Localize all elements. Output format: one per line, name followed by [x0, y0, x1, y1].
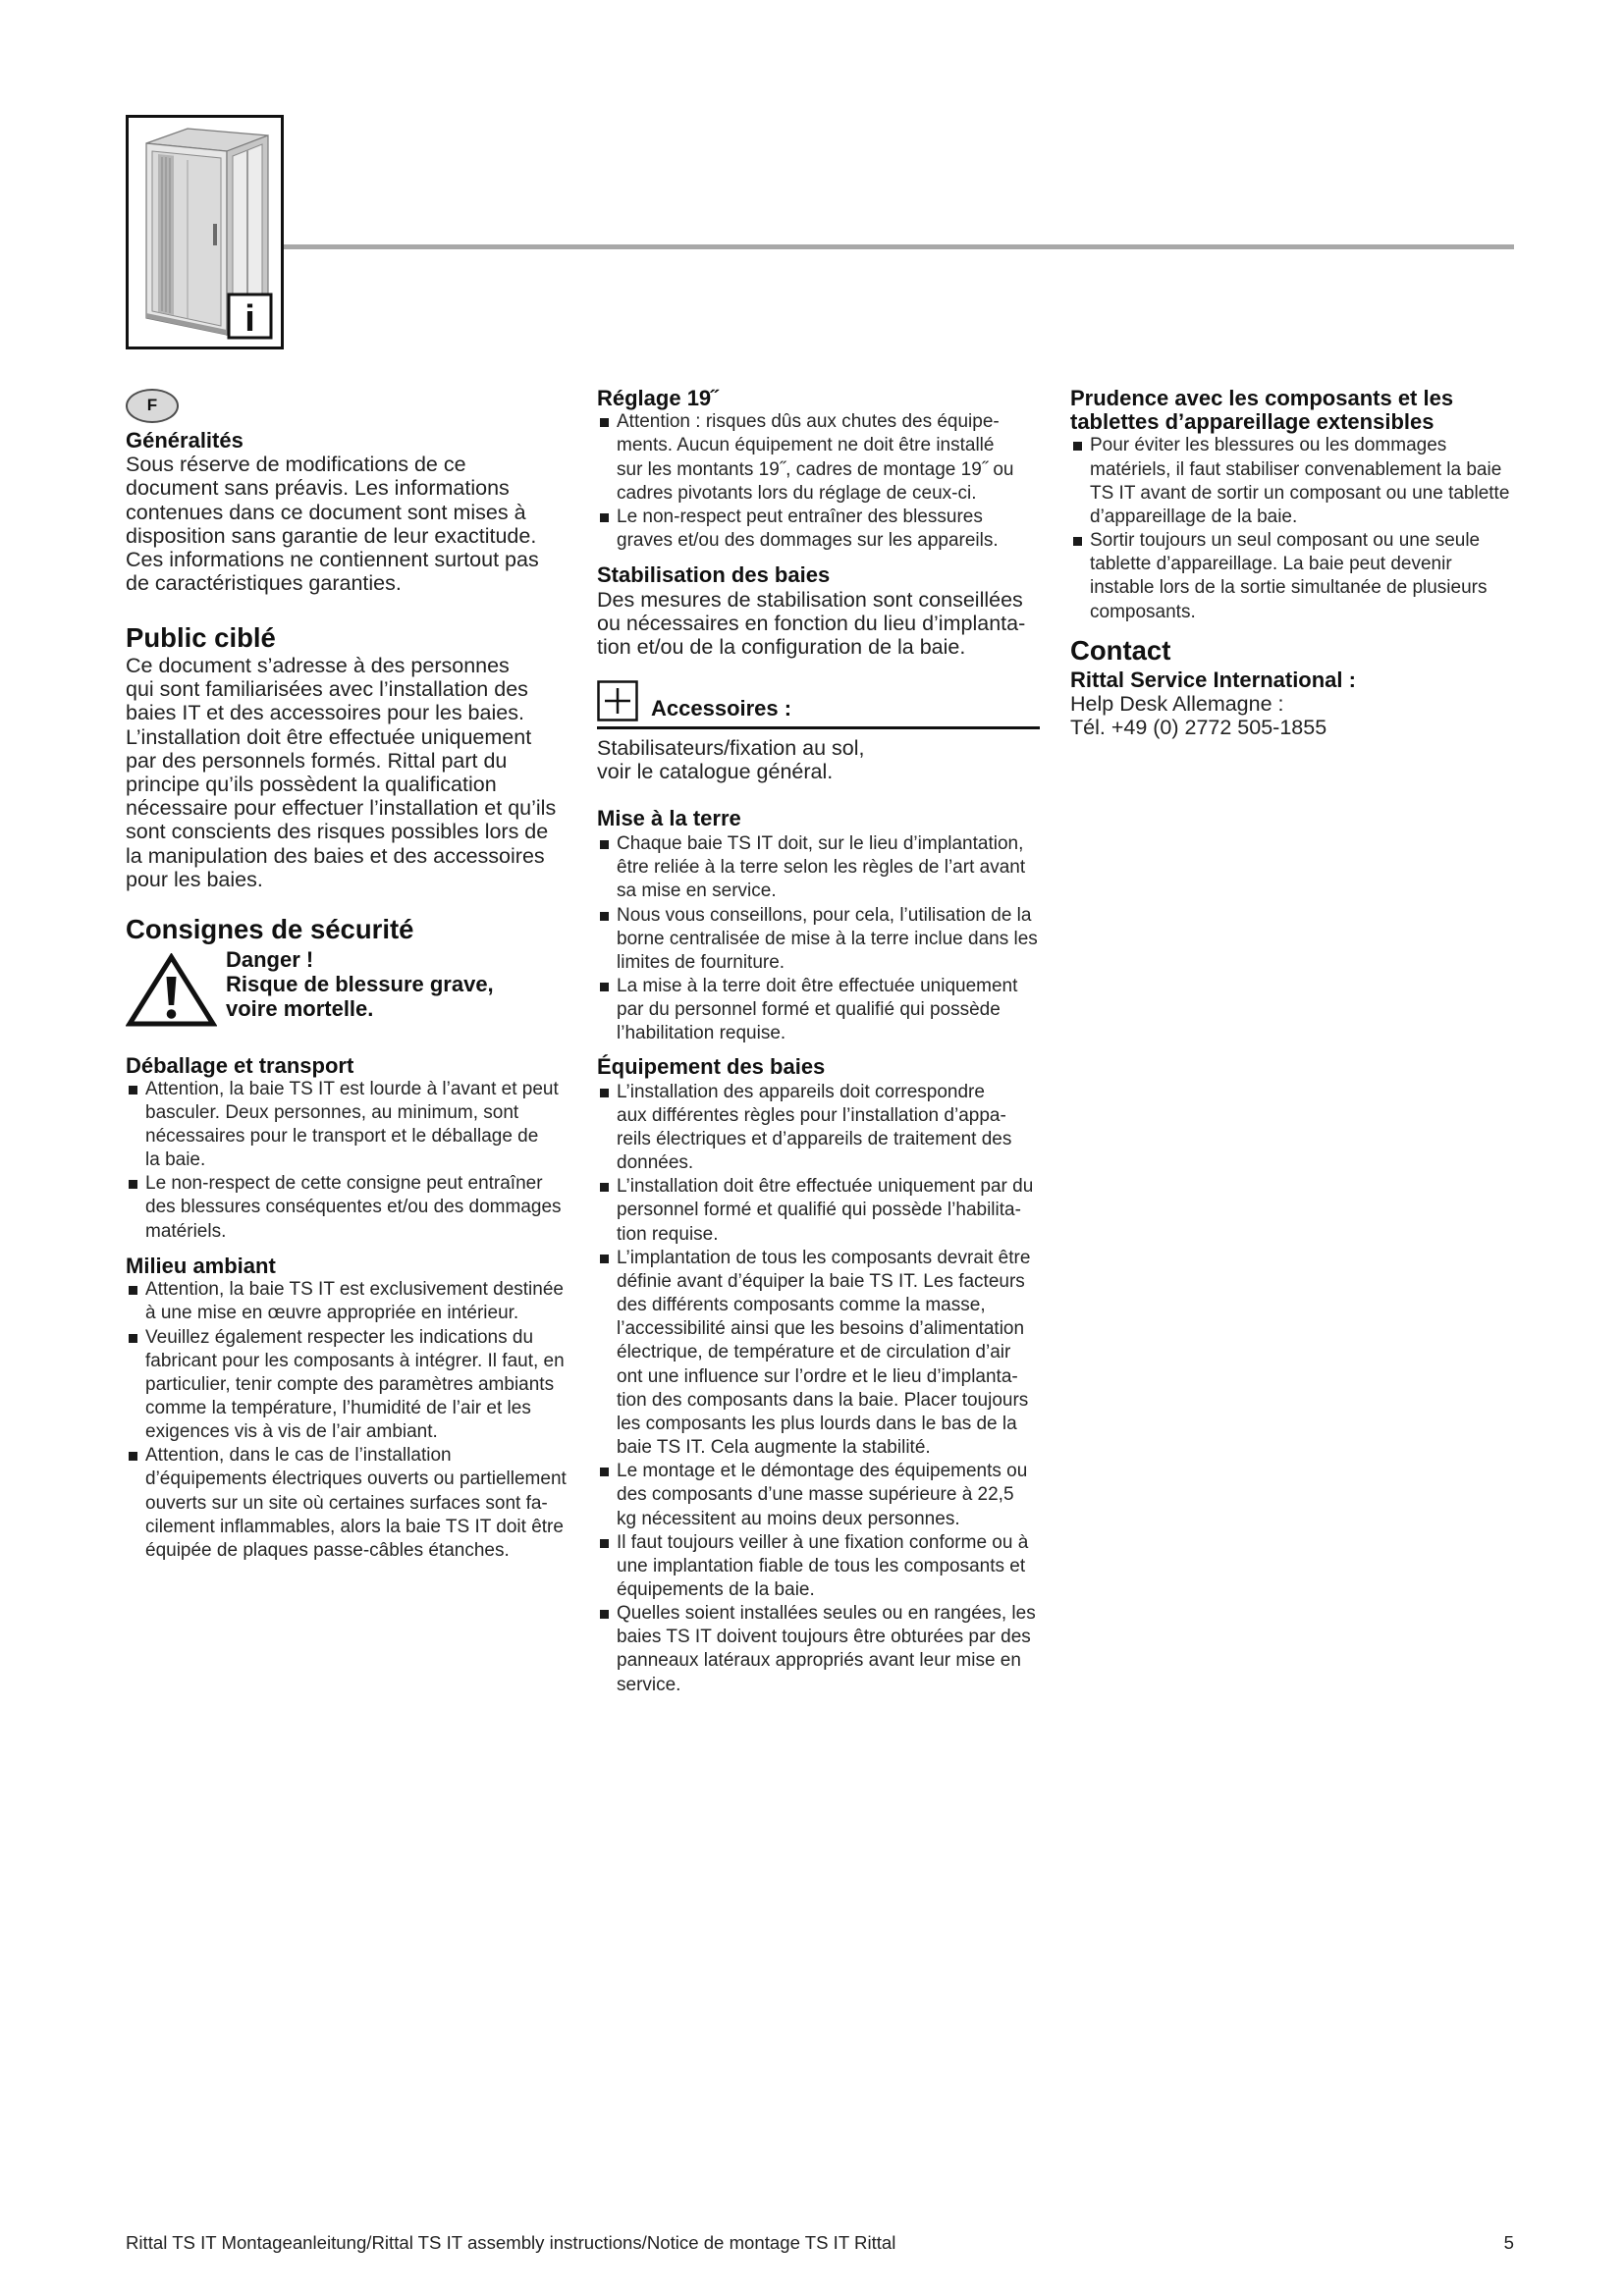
list-item: Le non-respect de cette consigne peut entraîner des blessures conséquentes et/ou des dommages matériels.	[126, 1172, 562, 1243]
deballage-title: Déballage et transport	[126, 1052, 354, 1078]
stabilisation-title: Stabilisation des baies	[597, 562, 831, 588]
list-item: Attention, la baie TS IT est lourde à l’avant et peut basculer. Deux personnes, au minimum, sont nécessaires pour le transport et le déballage de la baie.	[126, 1078, 562, 1173]
section-generalites	[126, 429, 562, 595]
mise-terre-title: Mise à la terre	[597, 806, 741, 831]
list-item: Attention, dans le cas de l’installation d’équipements électriques ouverts ou partiellement ouverts sur un site où certaines surfaces sont fa- cilement inflammables, alors la baie TS IT doit être équipée de plaques passe-câbles étanches.	[126, 1444, 562, 1563]
info-icon	[229, 294, 271, 340]
accessoires-title: Accessoires :	[651, 695, 792, 721]
list-item: La mise à la terre doit être effectuée uniquement par du personnel formé et qualifié qui possède l’habilitation requise.	[597, 975, 1040, 1045]
section-contact	[1070, 635, 1514, 740]
mise-terre-list	[597, 832, 1040, 1045]
list-item: L’installation des appareils doit correspondre aux différentes règles pour l’installation d’appa- reils électriques et d’appareils de traitement des données.	[597, 1081, 1040, 1176]
page-number: 5	[1503, 2232, 1514, 2253]
list-item: Veuillez également respecter les indications du fabricant pour les composants à intégrer. Il faut, en particulier, tenir compte des paramètres ambiants comme la température, l’humidité de l’air et les exigences vis à vis de l’air ambiant.	[126, 1326, 562, 1445]
equipement-list	[597, 1081, 1040, 1697]
danger-warning	[226, 947, 494, 1021]
prudence-title: Prudence avec les composants et les tablettes d’appareillage extensibles	[1070, 386, 1454, 435]
rack-drawing	[129, 118, 281, 347]
public-cible-heading: Public ciblé	[126, 622, 276, 653]
section-accessoires	[597, 736, 1040, 783]
language-badge: F	[126, 389, 179, 423]
contact-company: Rittal Service International :	[1070, 667, 1356, 692]
section-prudence	[1070, 387, 1514, 624]
list-item: Le non-respect peut entraîner des blessures graves et/ou des dommages sur les appareils.	[597, 506, 1040, 553]
section-deballage-transport	[126, 1054, 562, 1244]
reglage-title: Réglage 19˝	[597, 386, 719, 410]
list-item: Sortir toujours un seul composant ou une seule tablette d’appareillage. La baie peut devenir instable lors de la sortie simultanée de plusieurs composants.	[1070, 529, 1514, 624]
list-item: Le montage et le démontage des équipements ou des composants d’une masse supérieure à 22,5 kg nécessitent au moins deux personnes.	[597, 1460, 1040, 1530]
reglage-list	[597, 410, 1040, 553]
prudence-list	[1070, 434, 1514, 623]
section-stabilisation	[597, 563, 1040, 659]
section-mise-a-la-terre	[597, 807, 1040, 1045]
list-item: Attention, la baie TS IT est exclusivement destinée à une mise en œuvre appropriée en intérieur.	[126, 1278, 562, 1325]
list-item: Il faut toujours veiller à une fixation conforme ou à une implantation fiable de tous les composants et équipements de la baie.	[597, 1531, 1040, 1602]
danger-text: Risque de blessure grave, voire mortelle.	[226, 972, 494, 1021]
list-item: L’implantation de tous les composants devrait être définie avant d’équiper la baie TS IT. Les facteurs des différents composants comme la masse, l’accessibilité ainsi que les besoins d’alimentation électrique, de température et de circulation d’air ont une influence sur l’ordre et le lieu d’implanta- tion des composants dans la baie. Placer toujours les composants les plus lourds dans le bas de la baie TS IT. Cela augmente la stabilité.	[597, 1247, 1040, 1460]
deballage-list	[126, 1078, 562, 1244]
generalites-text: Sous réserve de modifications de ce document sans préavis. Les informations contenues dans ce document sont mises à disposition sans garantie de leur exactitude. Ces informations ne contiennent surtout pas de caractéristiques garanties.	[126, 453, 539, 596]
contact-heading: Contact	[1070, 635, 1171, 666]
section-consignes-securite	[126, 914, 562, 945]
public-cible-text: Ce document s’adresse à des personnes qui sont familiarisées avec l’installation des baies IT et des accessoires pour les baies. L’installation doit être effectuée uniquement par des personnels formés. Rittal part du principe qu’ils possèdent la qualification nécessaire pour effectuer l’installation et qu’ils sont conscients des risques possibles lors de la manipulation des baies et des accessoires pour les baies.	[126, 654, 557, 891]
section-milieu-ambiant	[126, 1254, 567, 1563]
list-item: Quelles soient installées seules ou en rangées, les baies TS IT doivent toujours être obturées par des panneaux latéraux appropriés avant leur mise en service.	[597, 1602, 1040, 1697]
list-item: Nous vous conseillons, pour cela, l’utilisation de la borne centralisée de mise à la terre inclue dans les limites de fourniture.	[597, 904, 1040, 975]
contact-help-desk: Help Desk Allemagne :	[1070, 692, 1284, 717]
section-public-cible	[126, 622, 562, 891]
list-item: Chaque baie TS IT doit, sur le lieu d’implantation, être reliée à la terre selon les règles de l’art avant sa mise en service.	[597, 832, 1040, 903]
warning-triangle-icon	[126, 953, 217, 1028]
section-equipement-baies	[597, 1055, 1040, 1697]
list-item: Attention : risques dûs aux chutes des équipe- ments. Aucun équipement ne doit être installé sur les montants 19˝, cadres de montage 19˝ ou cadres pivotants lors du réglage de ceux-ci.	[597, 410, 1040, 506]
server-rack-icon	[126, 115, 284, 349]
equipement-title: Équipement des baies	[597, 1054, 826, 1079]
list-item: L’installation doit être effectuée uniquement par du personnel formé et qualifié qui possède l’habilita- tion requise.	[597, 1175, 1040, 1246]
footer-text: Rittal TS IT Montageanleitung/Rittal TS IT assembly instructions/Notice de montage TS IT Rittal	[126, 2232, 896, 2253]
contact-phone: Tél. +49 (0) 2772 505-1855	[1070, 716, 1327, 740]
plus-icon	[597, 680, 638, 721]
stabilisation-text: Des mesures de stabilisation sont conseillées ou nécessaires en fonction du lieu d’implanta- tion et/ou de la configuration de la baie.	[597, 587, 1026, 659]
danger-title: Danger !	[226, 947, 314, 972]
consignes-securite-heading: Consignes de sécurité	[126, 914, 414, 944]
milieu-title: Milieu ambiant	[126, 1254, 276, 1278]
section-reglage-19	[597, 387, 1040, 553]
list-item: Pour éviter les blessures ou les dommages matériels, il faut stabiliser convenablement la baie TS IT avant de sortir un composant ou une tablette d’appareillage de la baie.	[1070, 434, 1514, 529]
milieu-list	[126, 1278, 567, 1563]
accessoires-rule	[597, 726, 1040, 729]
info-glyph: i	[244, 298, 255, 340]
header-rule	[284, 244, 1514, 249]
accessoires-text: Stabilisateurs/fixation au sol, voir le catalogue général.	[597, 736, 865, 784]
generalites-title: Généralités	[126, 428, 244, 453]
